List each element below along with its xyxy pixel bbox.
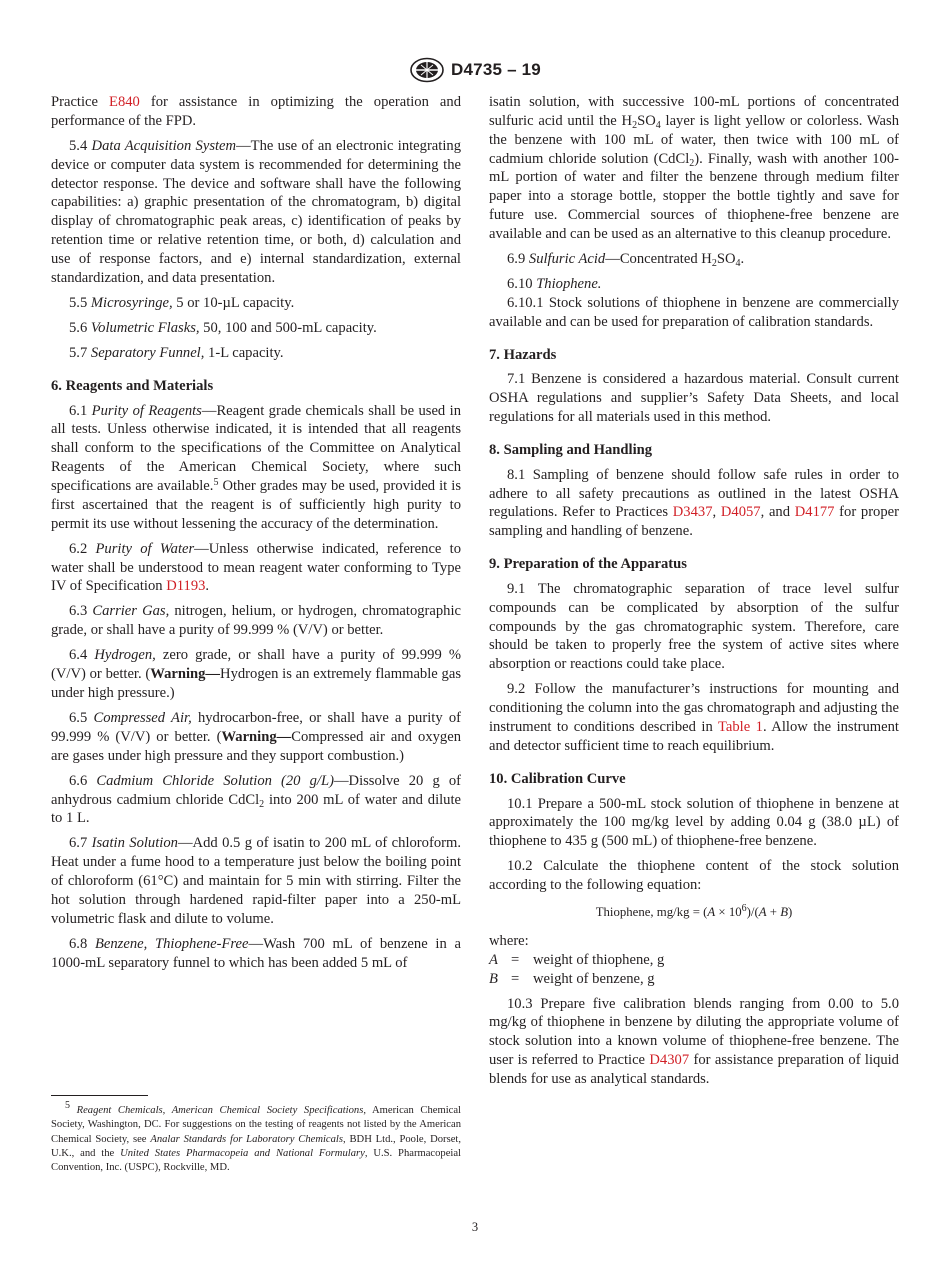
section-heading-7: 7. Hazards xyxy=(489,346,557,363)
paragraph-6-8: 6.8 Benzene, Thiophene-Free—Wash 700 mL of benzene in a 1000-mL separatory funnel to which has been added 5 mL of xyxy=(51,935,461,971)
paragraph-6-5: 6.5 Compressed Air, hydrocarbon-free, or shall have a purity of 99.999 % (V/V) or better. (Warning—Compressed air and oxygen are gases under high pressure and they support combustion.) xyxy=(51,709,461,764)
paragraph-6-2: 6.2 Purity of Water—Unless otherwise indicated, reference to water shall be understood to mean reagent water conforming to Type IV of Specification D1193. xyxy=(51,540,462,595)
section-heading-9: 9. Preparation of the Apparatus xyxy=(489,556,687,573)
right-column xyxy=(489,93,899,1089)
page-header xyxy=(0,56,950,84)
thiophene-equation: Thiophene, $mg/kg = (A \times 10^6)/(A + B)$ xyxy=(595,902,793,919)
astm-logo-icon xyxy=(409,57,445,83)
page-number: 3 xyxy=(471,1220,479,1234)
paragraph-10-3: 10.3 Prepare five calibration blends ranging from 0.00 to 5.0 mg/kg of thiophene in benzene by diluting the appropriate volume of stock solution into a known volume of thiophene-free benzene. The user is referred to Practice D4307 for assistance preparation of liquid blends for use as analytical standards. xyxy=(489,995,899,1087)
paragraph-5-4: 5.4 Data Acquisition System—The use of an electronic integrating device or computer data system is recommended for determining the detector response. The device and software shall have the following capabilities: a) graphic presentation of the chromatogram, b) digital display of chromatographic peak areas, c) identification of peaks by retention time or relative retention time, or both, d) calculation and use of response factors, and e) internal standardization, external standardization, and data presentation. xyxy=(51,137,461,286)
paragraph-5-7: 5.7 Separatory Funnel, 1-L capacity. xyxy=(69,344,284,361)
definition-a: A = weight of thiophene, g xyxy=(489,951,665,968)
link-d4177[interactable]: D4177 xyxy=(794,504,835,521)
where-label: where: xyxy=(489,932,529,949)
footnote-5: $^5$ Reagent Chemicals, American Chemical Society Specifications, American Chemical Society, Washington, DC. For suggestions on the testing of reagents not listed by the American Chemical Society, see Analar Standards for Laboratory Chemicals, BDH Ltd., Poole, Dorset, U.K., and the United States Pharmacopeia and National Formulary, U.S. Pharmacopeial Convention, Inc. (USPC), Rockville, MD. xyxy=(51,1100,461,1174)
footnote-divider xyxy=(51,1095,148,1096)
paragraph-8-1: 8.1 Sampling of benzene should follow safe rules in order to adhere to all safety precautions as outlined in the latest OSHA regulations. Refer to Practices D3437, D4057, and D4177 for proper sampling and handling of benzene. xyxy=(489,466,899,540)
link-d3437[interactable]: D3437 xyxy=(672,504,713,521)
document-id: D4735 – 19 xyxy=(451,60,541,79)
paragraph-10-1: 10.1 Prepare a 500-mL stock solution of thiophene in benzene at approximately the 100 mg/kg level by adding 0.04 g (38.0 µL) of thiophene to 435 g (500 mL) of thiophene-free benzene. xyxy=(489,795,899,850)
section-heading-10: 10. Calibration Curve xyxy=(489,770,626,787)
paragraph-5-6: 5.6 Volumetric Flasks, 50, 100 and 500-mL capacity. xyxy=(69,319,377,336)
paragraph-5-3-continued: Practice E840 for assistance in optimizing the operation and performance of the FPD. xyxy=(51,94,461,129)
link-d4057[interactable]: D4057 xyxy=(720,504,761,521)
definition-b: B = weight of benzene, g xyxy=(489,970,655,987)
left-column xyxy=(51,93,461,973)
paragraph-7-1: 7.1 Benzene is considered a hazardous material. Consult current OSHA regulations and supplier’s Safety Data Sheets, and local regulations for all materials used in this method. xyxy=(489,371,899,426)
paragraph-5-5: 5.5 Microsyringe, 5 or 10-µL capacity. xyxy=(69,294,295,311)
paragraph-6-8-continued: isatin solution, with successive 100-mL portions of concentrated sulfuric acid until the $H_2SO_4$ layer is light yellow or colorless. Wash the benzene with 100 mL of water, then twice with 100 mL of cadmium chloride solution (CdCl$_2$). Finally, wash with another 100-mL portion of water and filter the benzene through medium filter paper into a storage bottle, stopper the bottle tightly and save for future use. Commercial sources of thiophene-free benzene are available and can be used as an alternative to this cleanup procedure. xyxy=(489,94,899,242)
link-d4307[interactable]: D4307 xyxy=(649,1052,690,1069)
paragraph-6-10: 6.10 Thiophene. xyxy=(507,275,602,292)
paragraph-6-9: 6.9 Sulfuric Acid—Concentrated $H_2SO_4$. xyxy=(507,250,745,269)
footnote-ref[interactable]: 5 xyxy=(213,476,219,488)
paragraph-6-6: 6.6 Cadmium Chloride Solution (20 g/L)—Dissolve 20 g of anhydrous cadmium chloride CdCl$_2$ into 200 mL of water and dilute to 1 L. xyxy=(51,772,462,827)
paragraph-9-2: 9.2 Follow the manufacturer’s instructions for mounting and conditioning the column into the gas chromatograph and adjusting the instrument to conditions described in Table 1. Allow the instrument and detector sufficient time to reach equilibrium. xyxy=(489,681,899,754)
paragraph-9-1: 9.1 The chromatographic separation of trace level sulfur compounds can be complicated by absorption of the sulfur compounds by the gas chromatographic system. Therefore, care should be taken to properly free the system of active sites where absorption or reactions could take place. xyxy=(489,580,899,673)
link-table-1[interactable]: Table 1 xyxy=(717,719,763,736)
paragraph-6-1: 6.1 Purity of Reagents—Reagent grade chemicals shall be used in all tests. Unless otherwise indicated, it is intended that all reagents shall conform to the specifications of the Committee on Analytical Reagents of the American Chemical Society, where such specifications are available.$^5$ Other grades may be used, provided it is first ascertained that the reagent is of sufficiently high purity to permit its use without lessening the accuracy of the determination. xyxy=(51,402,461,532)
link-d1193[interactable]: D1193 xyxy=(166,578,206,595)
section-heading-8: 8. Sampling and Handling xyxy=(489,441,653,458)
paragraph-6-3: 6.3 Carrier Gas, nitrogen, helium, or hydrogen, chromatographic grade, or shall have a purity of 99.999 % (V/V) or better. xyxy=(51,603,462,639)
paragraph-6-7: 6.7 Isatin Solution—Add 0.5 g of isatin to 200 mL of chloroform. Heat under a fume hood to a temperature just below the boiling point of chloroform (61°C) and maintain for 5 min with stirring. Filter the hot solution through hardened rapid-filter paper into a 250-mL volumetric flask and dilute to volume. xyxy=(51,835,461,927)
paragraph-6-10-1: 6.10.1 Stock solutions of thiophene in benzene are commercially available and can be used for preparation of calibration standards. xyxy=(489,294,899,330)
link-e840[interactable]: E840 xyxy=(109,94,140,110)
paragraph-6-4: 6.4 Hydrogen, zero grade, or shall have a purity of 99.999 % (V/V) or better. (Warning—Hydrogen is an extremely flammable gas under high pressure.) xyxy=(51,647,461,701)
section-heading-6: 6. Reagents and Materials xyxy=(51,377,214,394)
paragraph-10-2: 10.2 Calculate the thiophene content of the stock solution according to the following equation: xyxy=(489,858,899,894)
